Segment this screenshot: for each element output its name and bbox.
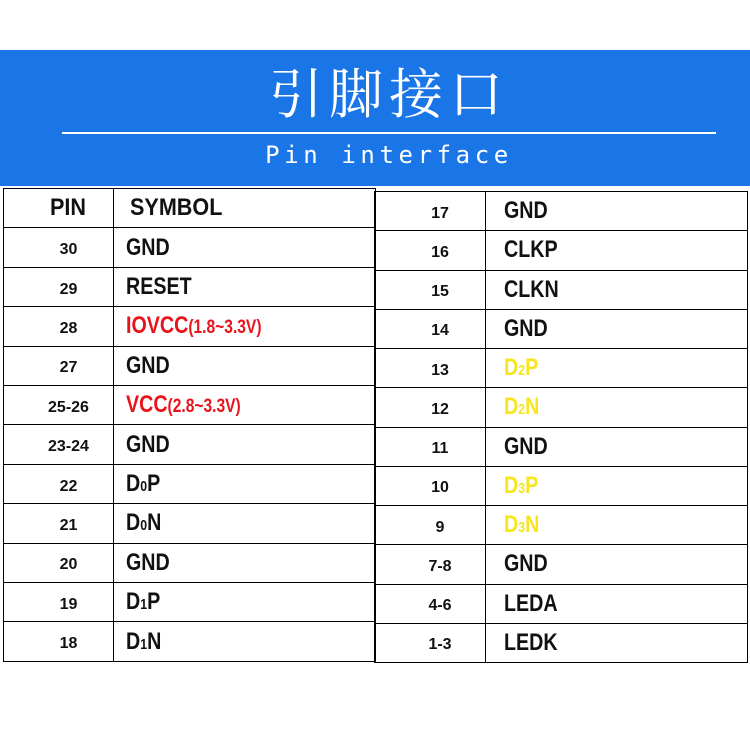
pin-symbol-suffix: N bbox=[525, 393, 540, 421]
pin-row bbox=[375, 270, 748, 309]
pin-number: 9 bbox=[375, 506, 486, 545]
pin-symbol-cell bbox=[486, 192, 748, 231]
pin-symbol-text: GND bbox=[504, 197, 548, 225]
pin-row bbox=[4, 386, 376, 425]
pin-symbol bbox=[126, 234, 170, 262]
pin-symbol-suffix: P bbox=[525, 471, 539, 499]
pin-symbol-sub: 3 bbox=[518, 519, 526, 537]
pin-symbol-sub: 2 bbox=[518, 401, 526, 419]
banner-title: 引脚接口 bbox=[269, 63, 509, 126]
pin-symbol bbox=[504, 472, 538, 500]
pin-number: 16 bbox=[375, 231, 486, 270]
pin-number: 27 bbox=[4, 346, 114, 385]
pin-row bbox=[4, 425, 376, 464]
pin-symbol-cell bbox=[114, 267, 376, 306]
pin-symbol-cell bbox=[486, 506, 748, 545]
pin-symbol-suffix: N bbox=[147, 627, 162, 655]
pin-symbol bbox=[504, 590, 558, 618]
pin-symbol bbox=[504, 276, 559, 304]
pin-symbol-cell bbox=[486, 388, 748, 427]
pin-symbol-suffix: P bbox=[147, 588, 161, 616]
pin-symbol bbox=[126, 628, 161, 656]
pin-number: 30 bbox=[4, 228, 114, 267]
pin-symbol-cell bbox=[486, 466, 748, 505]
pin-symbol-cell bbox=[114, 464, 376, 503]
column-header-symbol: SYMBOL bbox=[130, 194, 223, 222]
pin-symbol-cell bbox=[486, 231, 748, 270]
pin-symbol bbox=[504, 433, 548, 461]
pin-number: 15 bbox=[375, 270, 486, 309]
pin-number: 20 bbox=[4, 543, 114, 582]
banner-divider bbox=[62, 132, 716, 134]
pin-number: 10 bbox=[375, 466, 486, 505]
pin-symbol-sub: 3 bbox=[518, 479, 526, 497]
pin-symbol-cell bbox=[114, 346, 376, 385]
pin-symbol bbox=[126, 588, 160, 616]
pin-number: 21 bbox=[4, 504, 114, 543]
pin-row bbox=[4, 267, 376, 306]
pin-symbol-cell bbox=[486, 270, 748, 309]
pin-symbol bbox=[504, 197, 548, 225]
pin-symbol-cell bbox=[114, 622, 376, 662]
column-header-pin: PIN bbox=[50, 194, 87, 222]
pin-symbol-cell bbox=[486, 349, 748, 388]
pin-row bbox=[375, 506, 748, 545]
pin-row bbox=[375, 388, 748, 427]
pin-number: 28 bbox=[4, 307, 114, 346]
pin-symbol-text: GND bbox=[504, 314, 548, 342]
pin-symbol-cell bbox=[486, 427, 748, 466]
pin-number: 13 bbox=[375, 349, 486, 388]
pin-number: 18 bbox=[4, 622, 114, 662]
pin-symbol bbox=[126, 352, 170, 380]
pin-symbol-text: LEDA bbox=[504, 589, 558, 617]
pin-symbol bbox=[126, 391, 241, 419]
pin-symbol-text: LEDK bbox=[504, 628, 558, 656]
pin-row bbox=[375, 192, 748, 231]
pin-number: 7-8 bbox=[375, 545, 486, 584]
pin-number: 1-3 bbox=[375, 623, 486, 662]
pin-symbol-cell bbox=[486, 584, 748, 623]
pin-symbol-text: GND bbox=[126, 351, 170, 379]
pin-symbol bbox=[126, 312, 262, 340]
pin-row bbox=[4, 543, 376, 582]
pin-symbol-suffix: P bbox=[147, 470, 161, 498]
pin-symbol bbox=[504, 550, 548, 578]
pin-symbol-cell bbox=[114, 583, 376, 622]
pin-number: 14 bbox=[375, 309, 486, 348]
pin-number: 17 bbox=[375, 192, 486, 231]
pin-row bbox=[375, 623, 748, 662]
pin-symbol-sub: 1 bbox=[140, 635, 148, 653]
pin-symbol-text: D bbox=[504, 511, 519, 539]
pin-symbol-suffix: N bbox=[147, 509, 162, 537]
pin-symbol-text: CLKN bbox=[504, 275, 559, 303]
column-header-symbol-cell bbox=[114, 189, 376, 228]
pin-symbol bbox=[504, 315, 548, 343]
title-banner bbox=[0, 50, 750, 186]
pin-row bbox=[4, 583, 376, 622]
pin-symbol-cell bbox=[486, 623, 748, 662]
pin-row bbox=[375, 231, 748, 270]
pin-symbol bbox=[126, 273, 192, 301]
pin-symbol-suffix: N bbox=[525, 511, 540, 539]
pin-row bbox=[4, 464, 376, 503]
pin-symbol-text: D bbox=[504, 471, 519, 499]
pin-symbol-text: D bbox=[126, 588, 141, 616]
pin-symbol-sub: 2 bbox=[518, 362, 526, 380]
pin-table-left bbox=[3, 188, 376, 662]
pin-symbol-cell bbox=[114, 504, 376, 543]
column-header-pin-cell bbox=[4, 189, 114, 228]
pin-symbol-text: GND bbox=[504, 432, 548, 460]
pin-symbol bbox=[504, 354, 538, 382]
pin-symbol bbox=[504, 511, 539, 539]
pin-number: 29 bbox=[4, 267, 114, 306]
pin-symbol-cell bbox=[486, 309, 748, 348]
pin-symbol-cell bbox=[114, 228, 376, 267]
pin-row bbox=[4, 307, 376, 346]
pin-symbol-text: GND bbox=[126, 430, 170, 458]
pin-symbol-cell bbox=[114, 386, 376, 425]
pin-symbol-sub: 0 bbox=[140, 478, 148, 496]
pin-symbol-cell bbox=[114, 425, 376, 464]
pin-symbol-text: D bbox=[504, 354, 519, 382]
pin-symbol-text: D bbox=[126, 509, 141, 537]
pin-row bbox=[4, 504, 376, 543]
pin-symbol-text: VCC bbox=[126, 391, 168, 419]
pin-symbol-text: GND bbox=[126, 233, 170, 261]
banner-subtitle: Pin interface bbox=[265, 141, 513, 169]
pin-number: 11 bbox=[375, 427, 486, 466]
pin-symbol-cell bbox=[114, 307, 376, 346]
pin-symbol-note: (1.8~3.3V) bbox=[188, 317, 262, 339]
pin-symbol-text: RESET bbox=[126, 273, 192, 301]
pin-number: 12 bbox=[375, 388, 486, 427]
table-header-row bbox=[4, 189, 376, 228]
pin-symbol-text: D bbox=[126, 627, 141, 655]
pin-row bbox=[4, 228, 376, 267]
pin-symbol-text: D bbox=[504, 393, 519, 421]
pin-symbol-sub: 1 bbox=[140, 596, 148, 614]
pin-symbol-suffix: P bbox=[525, 354, 539, 382]
pin-symbol bbox=[126, 470, 160, 498]
pin-symbol-text: GND bbox=[126, 548, 170, 576]
pin-row bbox=[375, 545, 748, 584]
pin-table-right bbox=[374, 191, 748, 663]
pin-row bbox=[375, 309, 748, 348]
pin-row bbox=[4, 346, 376, 385]
pin-number: 25-26 bbox=[4, 386, 114, 425]
pin-row bbox=[375, 349, 748, 388]
pin-symbol-note: (2.8~3.3V) bbox=[167, 396, 241, 418]
pin-symbol-cell bbox=[486, 545, 748, 584]
pin-row bbox=[4, 622, 376, 662]
pin-row bbox=[375, 466, 748, 505]
pin-symbol-cell bbox=[114, 543, 376, 582]
pin-symbol bbox=[504, 236, 558, 264]
pin-symbol-text: IOVCC bbox=[126, 312, 189, 340]
pin-symbol-text: D bbox=[126, 470, 141, 498]
pin-symbol bbox=[504, 629, 558, 657]
pin-symbol bbox=[504, 393, 539, 421]
pin-symbol-sub: 0 bbox=[140, 517, 148, 535]
pin-row bbox=[375, 584, 748, 623]
pin-number: 23-24 bbox=[4, 425, 114, 464]
pin-row bbox=[375, 427, 748, 466]
pin-symbol bbox=[126, 431, 170, 459]
pin-symbol bbox=[126, 549, 170, 577]
pin-number: 4-6 bbox=[375, 584, 486, 623]
pin-number: 22 bbox=[4, 464, 114, 503]
pin-symbol-text: CLKP bbox=[504, 236, 558, 264]
pin-symbol-text: GND bbox=[504, 550, 548, 578]
pin-number: 19 bbox=[4, 583, 114, 622]
pin-symbol bbox=[126, 509, 161, 537]
